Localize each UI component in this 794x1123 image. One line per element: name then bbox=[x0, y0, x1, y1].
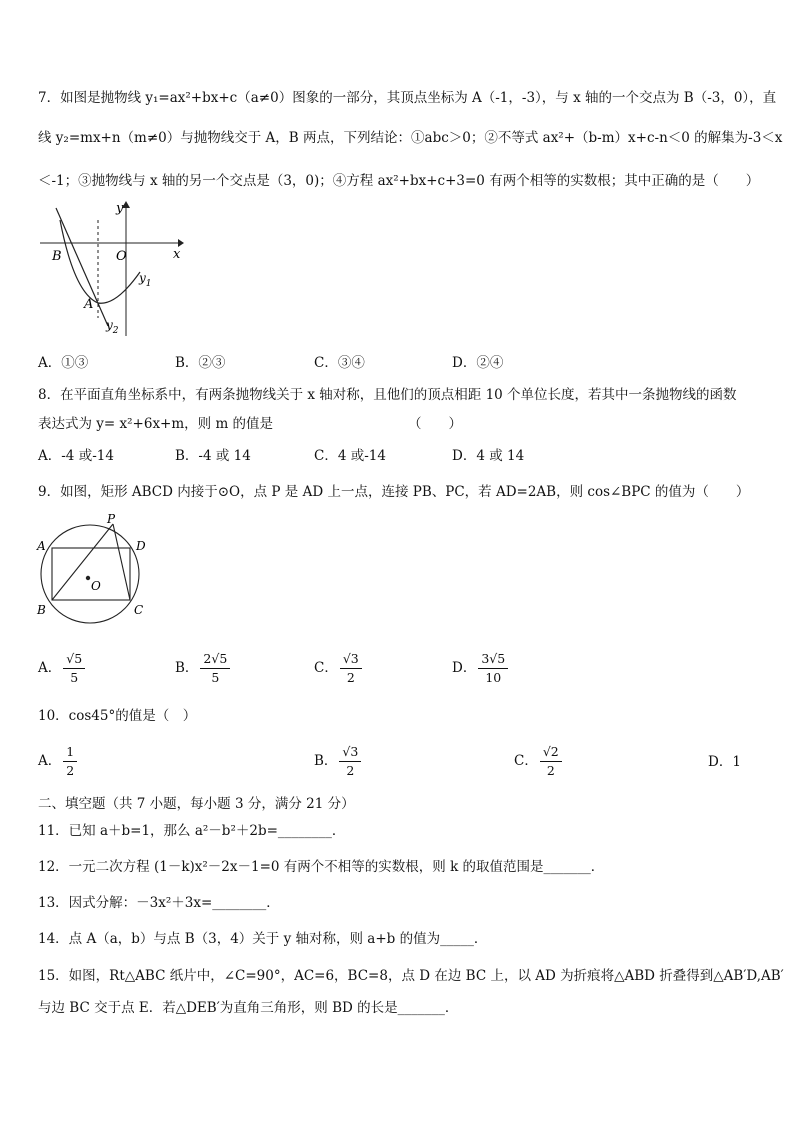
q13: 13．因式分解：－3x²＋3x=________． bbox=[38, 895, 280, 911]
q11: 11．已知 a＋b=1，那么 a²－b²＋2b=________． bbox=[38, 823, 346, 839]
label-B: B bbox=[37, 603, 46, 617]
q15-line1: 15．如图，Rt△ABC 纸片中，∠C=90°，AC=6，BC=8，点 D 在边 BC 上，以 AD 为折痕将△ABD 折叠得到△AB′D,AB′ bbox=[38, 968, 784, 984]
fraction: $\frac{2√5}{5}$ bbox=[200, 650, 230, 687]
fraction: $\frac{√2}{2}$ bbox=[540, 743, 562, 780]
q12: 12．一元二次方程 (1－k)x²－2x－1=0 有两个不相等的实数根，则 k 的取值范围是_______． bbox=[38, 859, 605, 875]
fraction: $\frac{√5}{5}$ bbox=[63, 650, 85, 687]
q8-option-a[interactable]: A．-4 或-14 bbox=[38, 448, 114, 464]
q9-option-a[interactable]: A． $\frac{√5}{5}$ bbox=[38, 650, 87, 687]
q10-option-c[interactable]: C． $\frac{√2}{2}$ bbox=[514, 743, 564, 780]
fraction: $\frac{√3}{2}$ bbox=[340, 650, 362, 687]
q7-line2: 线 y₂=mx+n（m≠0）与抛物线交于 A，B 两点，下列结论：①abc＞0；②不等式 ax²+（b-m）x+c-n＜0 的解集为-3＜x bbox=[38, 130, 783, 146]
label-origin: O bbox=[116, 249, 127, 264]
q8-option-d[interactable]: D．4 或 14 bbox=[452, 448, 525, 464]
fraction: $\frac{1}{2}$ bbox=[63, 743, 77, 780]
q10-option-d[interactable]: D．1 bbox=[708, 754, 741, 770]
q7-line1: 7．如图是抛物线 y₁=ax²+bx+c（a≠0）图象的一部分，其顶点坐标为 A（-1，-3），与 x 轴的一个交点为 B（-3，0），直 bbox=[38, 90, 777, 106]
q8-option-c[interactable]: C．4 或-14 bbox=[314, 448, 386, 464]
x-axis-arrow bbox=[178, 239, 184, 247]
label-y: y bbox=[116, 201, 124, 216]
label-A: A bbox=[37, 539, 46, 553]
q10-option-b[interactable]: B． $\frac{√3}{2}$ bbox=[314, 743, 363, 780]
q9-circle-figure bbox=[34, 512, 154, 632]
line-y2 bbox=[56, 208, 108, 326]
segment-pc bbox=[113, 524, 130, 600]
q9-option-c[interactable]: C． $\frac{√3}{2}$ bbox=[314, 650, 364, 687]
q7-option-d[interactable]: D．②④ bbox=[452, 355, 504, 371]
center-dot bbox=[86, 576, 90, 580]
label-D: D bbox=[136, 539, 146, 553]
parabola-y1 bbox=[60, 220, 140, 303]
segment-pb bbox=[52, 524, 113, 600]
q7-parabola-figure bbox=[36, 198, 186, 338]
fraction: $\frac{3√5}{10}$ bbox=[478, 650, 508, 687]
label-P: P bbox=[107, 512, 116, 526]
q8-line2: 表达式为 y= x²+6x+m，则 m 的值是 bbox=[38, 416, 274, 432]
q10-line1: 10．cos45°的值是（ ） bbox=[38, 708, 197, 724]
q9-option-b[interactable]: B． $\frac{2√5}{5}$ bbox=[175, 650, 232, 687]
q10-option-a[interactable]: A． $\frac{1}{2}$ bbox=[38, 743, 79, 780]
q7-option-b[interactable]: B．②③ bbox=[175, 355, 226, 371]
q9-option-d[interactable]: D． $\frac{3√5}{10}$ bbox=[452, 650, 510, 687]
q7-option-c[interactable]: C．③④ bbox=[314, 355, 365, 371]
section-2-heading: 二、填空题（共 7 小题，每小题 3 分，满分 21 分） bbox=[38, 796, 355, 812]
q14: 14．点 A（a，b）与点 B（3，4）关于 y 轴对称，则 a+b 的值为_____． bbox=[38, 931, 488, 947]
label-B: B bbox=[52, 249, 62, 264]
q9-line1: 9．如图，矩形 ABCD 内接于⊙O，点 P 是 AD 上一点，连接 PB、PC，若 AD=2AB，则 cos∠BPC 的值为（ ） bbox=[38, 484, 750, 500]
label-y1: $y_1$ bbox=[139, 271, 152, 289]
label-A: A bbox=[84, 297, 94, 312]
label-C: C bbox=[134, 603, 144, 617]
q8-line1: 8．在平面直角坐标系中，有两条抛物线关于 x 轴对称，且他们的顶点相距 10 个单位长度，若其中一条抛物线的函数 bbox=[38, 387, 737, 403]
q7-line3: ＜-1；③抛物线与 x 轴的另一个交点是（3，0)；④方程 ax²+bx+c+3=0 有两个相等的实数根；其中正确的是（ ） bbox=[38, 173, 760, 189]
label-y2: $y_2$ bbox=[106, 318, 119, 336]
q15-line2: 与边 BC 交于点 E．若△DEB′为直角三角形，则 BD 的长是_______． bbox=[38, 1000, 459, 1016]
label-x: x bbox=[173, 247, 181, 262]
q8-option-b[interactable]: B．-4 或 14 bbox=[175, 448, 251, 464]
fraction: $\frac{√3}{2}$ bbox=[339, 743, 361, 780]
q8-answer-paren: （ ） bbox=[408, 416, 462, 432]
label-O: O bbox=[91, 579, 101, 593]
q7-option-a[interactable]: A．①③ bbox=[38, 355, 89, 371]
